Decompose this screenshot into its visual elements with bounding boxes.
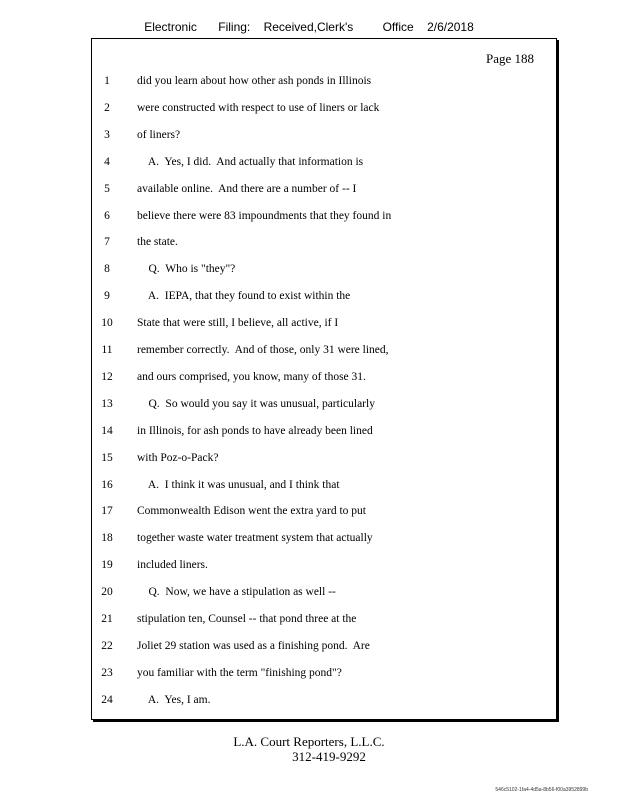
line-number: 2 xyxy=(104,101,110,114)
line-number: 23 xyxy=(101,666,113,679)
transcript-line xyxy=(92,636,556,656)
page-number: Page 188 xyxy=(485,51,534,66)
footer-company: L.A. Court Reporters, L.L.C. xyxy=(233,734,385,749)
transcript-line xyxy=(92,179,556,199)
line-text: were constructed with respect to use of liners or lack xyxy=(137,101,380,114)
line-text: A. Yes, I did. And actually that information is xyxy=(137,155,364,168)
line-number: 19 xyxy=(101,559,113,572)
filing-word-3: Received,Clerk's xyxy=(263,20,354,34)
line-number: 18 xyxy=(101,532,113,545)
line-number: 11 xyxy=(101,344,113,356)
line-number: 22 xyxy=(101,639,113,652)
line-text: with Poz-o-Pack? xyxy=(137,451,219,464)
transcript-page xyxy=(91,38,557,720)
filing-word-4: Office xyxy=(382,20,414,34)
line-text: stipulation ten, Counsel -- that pond three at the xyxy=(137,613,357,625)
transcript-line xyxy=(92,394,556,414)
transcript-line xyxy=(92,152,556,172)
line-number: 1 xyxy=(104,75,110,87)
transcript-line xyxy=(92,609,556,629)
line-text: State that were still, I believe, all active, if I xyxy=(137,317,339,330)
transcript-line xyxy=(92,232,556,252)
line-number: 13 xyxy=(101,397,113,410)
line-number: 12 xyxy=(101,370,113,383)
line-text: believe there were 83 impoundments that they found in xyxy=(137,209,392,222)
line-text: of liners? xyxy=(137,128,181,141)
transcript-line xyxy=(92,125,556,145)
line-number: 7 xyxy=(104,236,110,249)
transcript-line xyxy=(92,313,556,333)
line-number: 17 xyxy=(101,505,113,518)
line-text: the state. xyxy=(137,236,178,249)
footer xyxy=(0,734,618,764)
transcript-line xyxy=(92,555,556,575)
filing-header xyxy=(0,20,618,34)
footer-phone: 312-419-9292 xyxy=(292,749,366,764)
line-text: Q. So would you say it was unusual, particularly xyxy=(137,397,375,410)
document-id: 546c5102-1fa4-4d5a-8b56-f00a3952899b xyxy=(495,787,588,793)
line-number: 24 xyxy=(101,693,113,706)
line-number: 9 xyxy=(104,290,110,303)
line-text: A. Yes, I am. xyxy=(137,693,211,706)
transcript-line xyxy=(92,690,556,710)
line-text: and ours comprised, you know, many of those 31. xyxy=(137,370,366,383)
transcript-line xyxy=(92,367,556,387)
line-number: 10 xyxy=(101,317,113,330)
transcript-line xyxy=(92,286,556,306)
line-number: 4 xyxy=(104,155,110,168)
line-number: 16 xyxy=(101,478,113,491)
filing-date: 2/6/2018 xyxy=(427,20,474,34)
line-number: 14 xyxy=(101,424,113,437)
line-text: available online. And there are a number of -- I xyxy=(137,182,357,195)
filing-word-1: Electronic xyxy=(144,20,197,34)
line-text: Commonwealth Edison went the extra yard to put xyxy=(137,505,366,518)
line-number: 3 xyxy=(104,128,110,141)
transcript-line xyxy=(92,501,556,521)
transcript-line xyxy=(92,582,556,602)
line-text: in Illinois, for ash ponds to have already been lined xyxy=(137,424,373,437)
line-text: A. IEPA, that they found to exist within the xyxy=(137,290,351,303)
line-text: remember correctly. And of those, only 31 were lined, xyxy=(137,344,389,356)
transcript-line xyxy=(92,98,556,118)
line-text: you familiar with the term "finishing pond"? xyxy=(137,666,342,679)
line-number: 6 xyxy=(104,209,110,222)
transcript-line xyxy=(92,663,556,683)
line-text: A. I think it was unusual, and I think that xyxy=(137,478,340,491)
line-number: 20 xyxy=(101,586,113,599)
line-text: did you learn about how other ash ponds in Illinois xyxy=(137,75,372,87)
line-text: Q. Now, we have a stipulation as well -- xyxy=(137,586,336,599)
transcript-line xyxy=(92,475,556,495)
filing-word-2: Filing: xyxy=(218,20,251,34)
line-number: 8 xyxy=(104,263,110,276)
transcript-line xyxy=(92,259,556,279)
line-number: 5 xyxy=(104,182,110,195)
line-text: together waste water treatment system that actually xyxy=(137,532,373,545)
line-text: included liners. xyxy=(137,559,208,572)
transcript-line xyxy=(92,71,556,91)
transcript-line xyxy=(92,421,556,441)
transcript-line xyxy=(92,528,556,548)
transcript-line xyxy=(92,448,556,468)
line-number: 21 xyxy=(101,613,113,625)
line-text: Joliet 29 station was used as a finishing pond. Are xyxy=(137,639,370,652)
transcript-line xyxy=(92,340,556,360)
line-text: Q. Who is "they"? xyxy=(137,263,236,276)
transcript-line xyxy=(92,206,556,226)
line-number: 15 xyxy=(101,451,113,464)
